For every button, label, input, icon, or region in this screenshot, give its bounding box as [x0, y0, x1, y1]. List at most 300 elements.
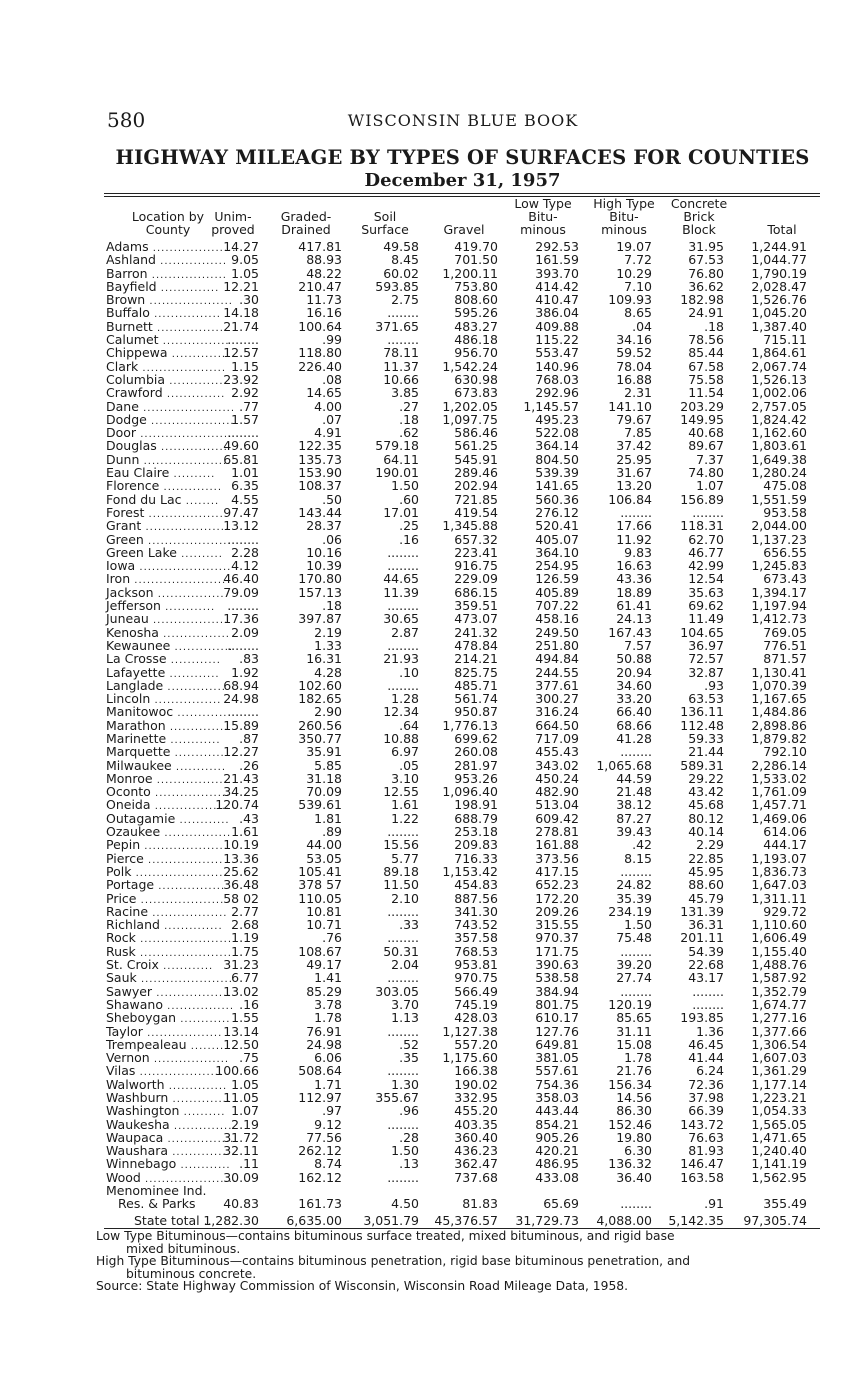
cell-gravel: 686.15: [454, 584, 498, 600]
cell-gravel: 1,202.05: [442, 398, 498, 414]
cell-concrete: 67.53: [688, 252, 724, 268]
cell-unimproved: ........: [227, 637, 259, 653]
table-row: [104, 785, 820, 798]
county-name-text: Jefferson: [106, 598, 161, 614]
cell-low-type: 539.39: [535, 465, 579, 481]
cell-unimproved: 12.27: [223, 744, 259, 760]
cell-soil: ........: [387, 1063, 419, 1079]
cell-high-type: ........: [620, 744, 652, 760]
cell-high-type: .04: [632, 318, 652, 334]
cell-unimproved: 6.77: [231, 970, 259, 986]
cell-concrete: ........: [692, 996, 724, 1012]
cell-soil: 44.65: [383, 571, 419, 587]
cell-concrete: 46.77: [688, 544, 724, 560]
cell-gravel: 673.83: [454, 385, 498, 401]
table-row: [104, 506, 820, 519]
footnote-continuation: mixed bituminous.: [126, 1241, 241, 1256]
cell-low-type: 649.81: [535, 1036, 579, 1052]
cell-total: 1,070.39: [751, 677, 807, 693]
cell-low-type: 31,729.73: [515, 1213, 579, 1228]
cell-unimproved: 15.89: [223, 717, 259, 733]
cell-total: 2,757.05: [751, 398, 807, 414]
page-number: 580: [107, 108, 146, 132]
cell-gravel: 403.35: [454, 1116, 498, 1132]
cell-graded: 397.87: [298, 611, 342, 627]
cell-soil: 17.01: [383, 504, 419, 520]
cell-gravel: 699.62: [454, 730, 498, 746]
cell-gravel: 956.70: [454, 345, 498, 361]
cell-soil: 1.22: [391, 810, 419, 826]
table-row: [104, 812, 820, 825]
table-row: [104, 360, 820, 373]
county-name-text: Manitowoc: [106, 704, 174, 720]
cell-graded: 108.37: [298, 478, 342, 494]
leader-dots: ............: [160, 602, 216, 614]
cell-high-type: 66.40: [616, 704, 652, 720]
leader-dots: ..............: [165, 375, 228, 387]
table-row: [104, 546, 820, 559]
cell-total: 2,898.86: [751, 717, 807, 733]
cell-unimproved: .75: [239, 1050, 259, 1066]
cell-graded: 1.41: [314, 970, 342, 986]
cell-concrete: 36.62: [688, 278, 724, 294]
table-row: [104, 838, 820, 851]
cell-unimproved: .11: [239, 1156, 259, 1172]
table-row: [104, 1038, 820, 1051]
cell-concrete: 32.87: [688, 664, 724, 680]
cell-concrete: 42.99: [688, 558, 724, 574]
table-row: [104, 705, 820, 718]
cell-concrete: .91: [704, 1196, 724, 1212]
cell-gravel: 953.81: [454, 957, 498, 973]
cell-unimproved: 9.05: [231, 252, 259, 268]
leader-dots: ................: [162, 1000, 235, 1012]
cell-soil: 2.75: [391, 292, 419, 308]
county-name-text: Ashland: [106, 252, 156, 268]
county-name-text: Rock: [106, 930, 136, 946]
cell-high-type: 13.20: [616, 478, 652, 494]
cell-total: 1,277.16: [751, 1010, 807, 1026]
cell-low-type: 209.26: [535, 903, 579, 919]
cell-total: 1,197.94: [751, 598, 807, 614]
cell-graded: 1.81: [314, 810, 342, 826]
cell-concrete: 80.12: [688, 810, 724, 826]
county-name-text: La Crosse: [106, 651, 167, 667]
cell-concrete: 40.14: [688, 824, 724, 840]
county-name-text: Eau Claire: [106, 465, 170, 481]
cell-gravel: 341.30: [454, 903, 498, 919]
county-name-text: Racine: [106, 903, 149, 919]
cell-low-type: 364.14: [535, 438, 579, 454]
cell-low-type: 127.76: [535, 1023, 579, 1039]
cell-unimproved: ........: [227, 531, 259, 547]
cell-soil: 1.61: [391, 797, 419, 813]
cell-high-type: 44.59: [616, 770, 652, 786]
cell-soil: ........: [387, 1169, 419, 1185]
cell-graded: 143.44: [298, 504, 342, 520]
cell-graded: 16.16: [306, 305, 342, 321]
cell-low-type: 522.08: [535, 425, 579, 441]
cell-high-type: 109.93: [608, 292, 652, 308]
cell-total: 1,551.59: [751, 491, 807, 507]
cell-soil: .10: [399, 664, 419, 680]
county-name-text: Grant: [106, 518, 142, 534]
cell-soil: 190.01: [375, 465, 419, 481]
table-row: [104, 759, 820, 772]
leader-dots: ......................: [136, 429, 233, 441]
column-headers: [104, 196, 820, 239]
cell-graded: 1.78: [314, 1010, 342, 1026]
leader-dots: ..................: [142, 1027, 223, 1039]
cell-concrete: 81.93: [688, 1143, 724, 1159]
leader-dots: ..................: [143, 854, 224, 866]
cell-low-type: 414.42: [535, 278, 579, 294]
cell-soil: .27: [399, 398, 419, 414]
cell-soil: .05: [399, 757, 419, 773]
county-name-text: Dane: [106, 398, 139, 414]
table-row: [104, 267, 820, 280]
cell-high-type: 7.10: [624, 278, 652, 294]
cell-graded: 2.90: [314, 704, 342, 720]
cell-low-type: 664.50: [535, 717, 579, 733]
leader-dots: ..........: [169, 469, 216, 481]
cell-total: 715.11: [763, 332, 807, 348]
leader-dots: ................: [149, 309, 221, 321]
leader-dots: ......................: [135, 947, 232, 959]
cell-concrete: ........: [692, 983, 724, 999]
cell-unimproved: 1.75: [231, 943, 259, 959]
cell-low-type: 172.20: [535, 890, 579, 906]
column-header-line: Location by: [131, 209, 205, 224]
county-name-text: Taylor: [106, 1023, 143, 1039]
cell-graded: 10.16: [306, 544, 342, 560]
cell-soil: ........: [387, 558, 419, 574]
cell-gravel: 486.18: [454, 332, 498, 348]
county-name-text: Walworth: [106, 1076, 165, 1092]
cell-soil: ........: [387, 1023, 419, 1039]
cell-graded: 210.47: [298, 278, 342, 294]
column-header-line: Brick: [683, 209, 715, 224]
cell-soil: ........: [387, 598, 419, 614]
county-name-text: Sheboygan: [106, 1010, 177, 1026]
cell-low-type: 393.70: [535, 265, 579, 281]
table-row: [104, 1157, 820, 1170]
table-row: [104, 1131, 820, 1144]
county-name: [118, 1197, 236, 1210]
cell-soil: ........: [387, 824, 419, 840]
cell-low-type: 410.47: [535, 292, 579, 308]
county-name-text: Langlade: [106, 677, 164, 693]
cell-soil: 303.05: [375, 983, 419, 999]
cell-low-type: 486.95: [535, 1156, 579, 1172]
cell-high-type: 78.04: [616, 358, 652, 374]
leader-dots: ..............: [156, 282, 220, 294]
cell-gravel: 887.56: [454, 890, 498, 906]
leader-dots: ..............: [162, 389, 226, 401]
cell-low-type: 381.05: [535, 1050, 579, 1066]
cell-unimproved: 21.74: [223, 318, 259, 334]
cell-concrete: 2.29: [696, 837, 724, 853]
table-row: [104, 586, 820, 599]
cell-total: 1,836.73: [751, 863, 807, 879]
cell-low-type: 717.09: [535, 730, 579, 746]
county-name-text: Bayfield: [106, 278, 157, 294]
cell-unimproved: .30: [239, 292, 259, 308]
cell-low-type: 171.75: [535, 943, 579, 959]
cell-high-type: 7.57: [624, 637, 652, 653]
cell-concrete: 69.62: [688, 598, 724, 614]
leader-dots: ............: [166, 734, 221, 746]
cell-graded: 1.71: [314, 1076, 342, 1092]
table-row: [104, 719, 820, 732]
cell-unimproved: 23.92: [223, 371, 259, 387]
cell-low-type: 249.50: [535, 624, 579, 640]
table-row: [104, 798, 820, 811]
column-header-line: Soil: [373, 209, 397, 224]
cell-soil: ........: [387, 677, 419, 693]
cell-concrete: 89.67: [688, 438, 724, 454]
cell-gravel: 241.32: [454, 624, 498, 640]
leader-dots: ............: [173, 708, 228, 720]
cell-high-type: .42: [632, 837, 652, 853]
cell-soil: 50.31: [383, 943, 419, 959]
cell-high-type: 1.78: [624, 1050, 652, 1066]
cell-unimproved: 68.94: [223, 677, 259, 693]
table-row: [104, 373, 820, 386]
cell-gravel: 953.26: [454, 770, 498, 786]
cell-soil: 6.97: [391, 744, 419, 760]
cell-total: 953.58: [763, 504, 807, 520]
table-row: [104, 453, 820, 466]
cell-total: 1,130.41: [751, 664, 807, 680]
leader-dots: ..................: [150, 788, 231, 800]
cell-unimproved: 11.05: [223, 1090, 259, 1105]
cell-high-type: 19.07: [616, 239, 652, 254]
county-name-text: Green: [106, 531, 144, 547]
cell-total: 1,469.06: [751, 810, 807, 826]
cell-total: 1,606.49: [751, 930, 807, 946]
cell-low-type: 161.59: [535, 252, 579, 268]
cell-soil: .18: [399, 411, 419, 427]
cell-unimproved: 1.57: [231, 411, 259, 427]
cell-soil: 3.85: [391, 385, 419, 401]
cell-concrete: 63.53: [688, 691, 724, 707]
cell-soil: 3,051.79: [363, 1213, 419, 1228]
cell-high-type: 8.65: [624, 305, 652, 321]
cell-high-type: 35.39: [616, 890, 652, 906]
cell-unimproved: ........: [227, 598, 259, 614]
cell-low-type: 343.02: [535, 757, 579, 773]
table-row: [104, 971, 820, 984]
table-row: [104, 905, 820, 918]
cell-total: 1,824.42: [751, 411, 807, 427]
cell-total: 97,305.74: [743, 1213, 807, 1228]
cell-unimproved: 2.19: [231, 1116, 259, 1132]
cell-soil: 78.11: [383, 345, 419, 361]
county-name-text: Oneida: [106, 797, 151, 813]
cell-gravel: 561.74: [454, 691, 498, 707]
cell-total: 614.06: [763, 824, 807, 840]
cell-high-type: 87.27: [616, 810, 652, 826]
cell-low-type: 384.94: [535, 983, 579, 999]
cell-unimproved: 2.28: [231, 544, 259, 560]
table-row: [104, 1025, 820, 1038]
book-title: WISCONSIN BLUE BOOK: [347, 111, 579, 130]
cell-graded: .99: [322, 332, 342, 348]
cell-unimproved: .77: [239, 398, 259, 414]
cell-concrete: 67.58: [688, 358, 724, 374]
cell-total: 1,155.40: [751, 943, 807, 959]
cell-soil: 11.50: [383, 877, 419, 893]
state-total-row: [104, 1214, 820, 1228]
cell-graded: 260.56: [298, 717, 342, 733]
table-row: [104, 466, 820, 479]
cell-total: 1,526.76: [751, 292, 807, 308]
cell-graded: 170.80: [298, 571, 342, 587]
cell-unimproved: 13.12: [223, 518, 259, 534]
cell-low-type: 560.36: [535, 491, 579, 507]
cell-unimproved: 13.14: [223, 1023, 259, 1039]
table-row: [104, 998, 820, 1011]
cell-unimproved: 14.18: [223, 305, 259, 321]
cell-unimproved: 100.66: [215, 1063, 259, 1079]
cell-graded: 157.13: [298, 584, 342, 600]
cell-high-type: 1.50: [624, 917, 652, 933]
cell-unimproved: 1.05: [231, 265, 259, 281]
cell-gravel: 260.08: [454, 744, 498, 760]
cell-graded: .50: [322, 491, 342, 507]
cell-high-type: 21.48: [616, 784, 652, 800]
cell-graded: 48.22: [306, 265, 342, 281]
table-row: [104, 493, 820, 506]
leader-dots: ..................: [152, 987, 232, 999]
cell-total: 1,412.73: [751, 611, 807, 627]
cell-low-type: 707.22: [535, 598, 579, 614]
county-name-text: Shawano: [106, 996, 163, 1012]
cell-total: 1,488.76: [751, 957, 807, 973]
cell-unimproved: 65.81: [223, 451, 259, 467]
cell-unimproved: 1.15: [231, 358, 259, 374]
cell-soil: 4.50: [391, 1196, 419, 1212]
cell-concrete: 7.37: [696, 451, 724, 467]
table-row: [104, 626, 820, 639]
cell-total: 1,141.19: [751, 1156, 807, 1172]
cell-low-type: 804.50: [535, 451, 579, 467]
cell-high-type: 10.29: [616, 265, 652, 281]
cell-gravel: 419.70: [454, 239, 498, 254]
cell-graded: 508.64: [298, 1063, 342, 1079]
leader-dots: ................: [158, 628, 230, 640]
cell-gravel: 357.58: [454, 930, 498, 946]
cell-gravel: 166.38: [454, 1063, 498, 1079]
cell-high-type: 1,065.68: [596, 757, 652, 773]
cell-graded: 162.12: [298, 1169, 342, 1185]
cell-low-type: 244.55: [535, 664, 579, 680]
cell-unimproved: 31.72: [223, 1129, 259, 1145]
county-name-text: Ozaukee: [106, 824, 161, 840]
cell-high-type: 68.66: [616, 717, 652, 733]
county-name-text: Iowa: [106, 558, 136, 574]
cell-high-type: 120.19: [608, 996, 652, 1012]
cell-unimproved: 2.92: [231, 385, 259, 401]
county-name-text: Dodge: [106, 411, 147, 427]
cell-high-type: 20.94: [616, 664, 652, 680]
cell-concrete: 45.68: [688, 797, 724, 813]
leader-dots: ..............: [169, 1120, 233, 1132]
leader-dots: ....................: [138, 362, 227, 374]
leader-dots: ..............: [167, 349, 231, 361]
cell-unimproved: 13.36: [223, 850, 259, 866]
county-name-text: Winnebago: [106, 1156, 177, 1172]
table-row: [104, 1091, 820, 1104]
cell-soil: 10.88: [383, 730, 419, 746]
cell-high-type: 2.31: [624, 385, 652, 401]
cell-low-type: 126.59: [535, 571, 579, 587]
leader-dots: ....................: [141, 522, 230, 534]
cell-graded: .08: [322, 371, 342, 387]
cell-gravel: 253.18: [454, 824, 498, 840]
cell-soil: 3.10: [391, 770, 419, 786]
cell-gravel: 289.46: [454, 465, 498, 481]
table-row: [104, 732, 820, 745]
cell-concrete: 112.48: [680, 717, 724, 733]
county-name-text: Oconto: [106, 784, 151, 800]
cell-total: 1,361.29: [751, 1063, 807, 1079]
cell-unimproved: ........: [227, 332, 259, 348]
cell-concrete: 589.31: [680, 757, 724, 773]
leader-dots: ................: [150, 695, 222, 707]
cell-low-type: 450.24: [535, 770, 579, 786]
top-rule: [104, 193, 820, 194]
cell-low-type: 300.27: [535, 691, 579, 707]
cell-high-type: 31.11: [616, 1023, 652, 1039]
cell-high-type: 136.32: [608, 1156, 652, 1172]
leader-dots: ..............: [168, 1094, 232, 1105]
cell-low-type: 278.81: [535, 824, 579, 840]
cell-concrete: 1.36: [696, 1023, 724, 1039]
cell-total: 1,280.24: [751, 465, 807, 481]
cell-total: 776.51: [763, 637, 807, 653]
cell-soil: 49.58: [383, 239, 419, 254]
cell-total: 475.08: [763, 478, 807, 494]
table-row: [104, 386, 820, 399]
cell-gravel: 688.79: [454, 810, 498, 826]
county-name-text: Price: [106, 890, 137, 906]
cell-gravel: 716.33: [454, 850, 498, 866]
cell-unimproved: 49.60: [223, 438, 259, 454]
footnotes: [96, 1230, 808, 1293]
cell-total: 1,244.91: [751, 239, 807, 254]
cell-soil: 2.87: [391, 624, 419, 640]
cell-high-type: 9.83: [624, 544, 652, 560]
county-name-text: Barron: [106, 265, 148, 281]
cell-graded: 76.91: [306, 1023, 342, 1039]
cell-unimproved: 97.47: [223, 504, 259, 520]
county-name-text: Vernon: [106, 1050, 150, 1066]
cell-total: 1,803.61: [751, 438, 807, 454]
cell-high-type: 21.76: [616, 1063, 652, 1079]
cell-high-type: 141.10: [608, 398, 652, 414]
cell-low-type: 420.21: [535, 1143, 579, 1159]
cell-graded: 182.65: [298, 691, 342, 707]
cell-concrete: 1.07: [696, 478, 724, 494]
cell-concrete: 78.56: [688, 332, 724, 348]
cell-concrete: 43.42: [688, 784, 724, 800]
cell-gravel: 478.84: [454, 637, 498, 653]
cell-low-type: 364.10: [535, 544, 579, 560]
leader-dots: ..............: [168, 1147, 231, 1159]
column-header-line: Low Type: [514, 196, 572, 211]
